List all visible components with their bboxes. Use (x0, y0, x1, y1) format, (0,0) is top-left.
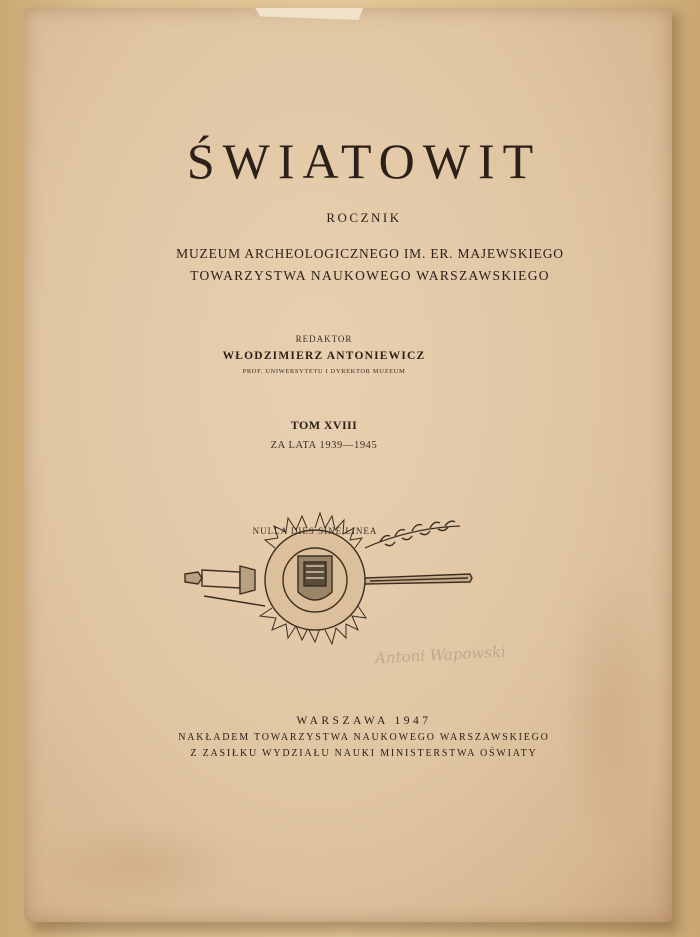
volume-number: TOM XVIII (290, 418, 358, 432)
publisher-line-2: Z ZASIŁKU WYDZIAŁU NAUKI MINISTERSTWA OŚWIATY (190, 748, 538, 759)
editor-role: PROF. UNIWERSYTETU I DYREKTOR MUZEUM (242, 368, 406, 375)
paper-stain (560, 560, 660, 860)
emblem-motto: NULLA DIES SINE LINEA (252, 526, 378, 536)
institution-line-2: TOWARZYSTWA NAUKOWEGO WARSZAWSKIEGO (190, 268, 550, 283)
pencil-inscription: Antoni Wapowski (374, 642, 507, 668)
place-and-year: WARSZAWA 1947 (296, 715, 432, 727)
editor-label: REDAKTOR (295, 334, 353, 344)
paper-stain (40, 820, 240, 910)
journal-title: ŚWIATOWIT (186, 133, 542, 189)
journal-subtitle: ROCZNIK (326, 210, 402, 225)
volume-years: ZA LATA 1939—1945 (270, 440, 378, 451)
institution-line-1: MUZEUM ARCHEOLOGICZNEGO IM. ER. MAJEWSKIEGO (176, 246, 564, 261)
emblem-icon (180, 508, 480, 658)
publisher-line-1: NAKŁADEM TOWARZYSTWA NAUKOWEGO WARSZAWSKIEGO (178, 732, 550, 743)
editor-name: WŁODZIMIERZ ANTONIEWICZ (222, 350, 426, 362)
